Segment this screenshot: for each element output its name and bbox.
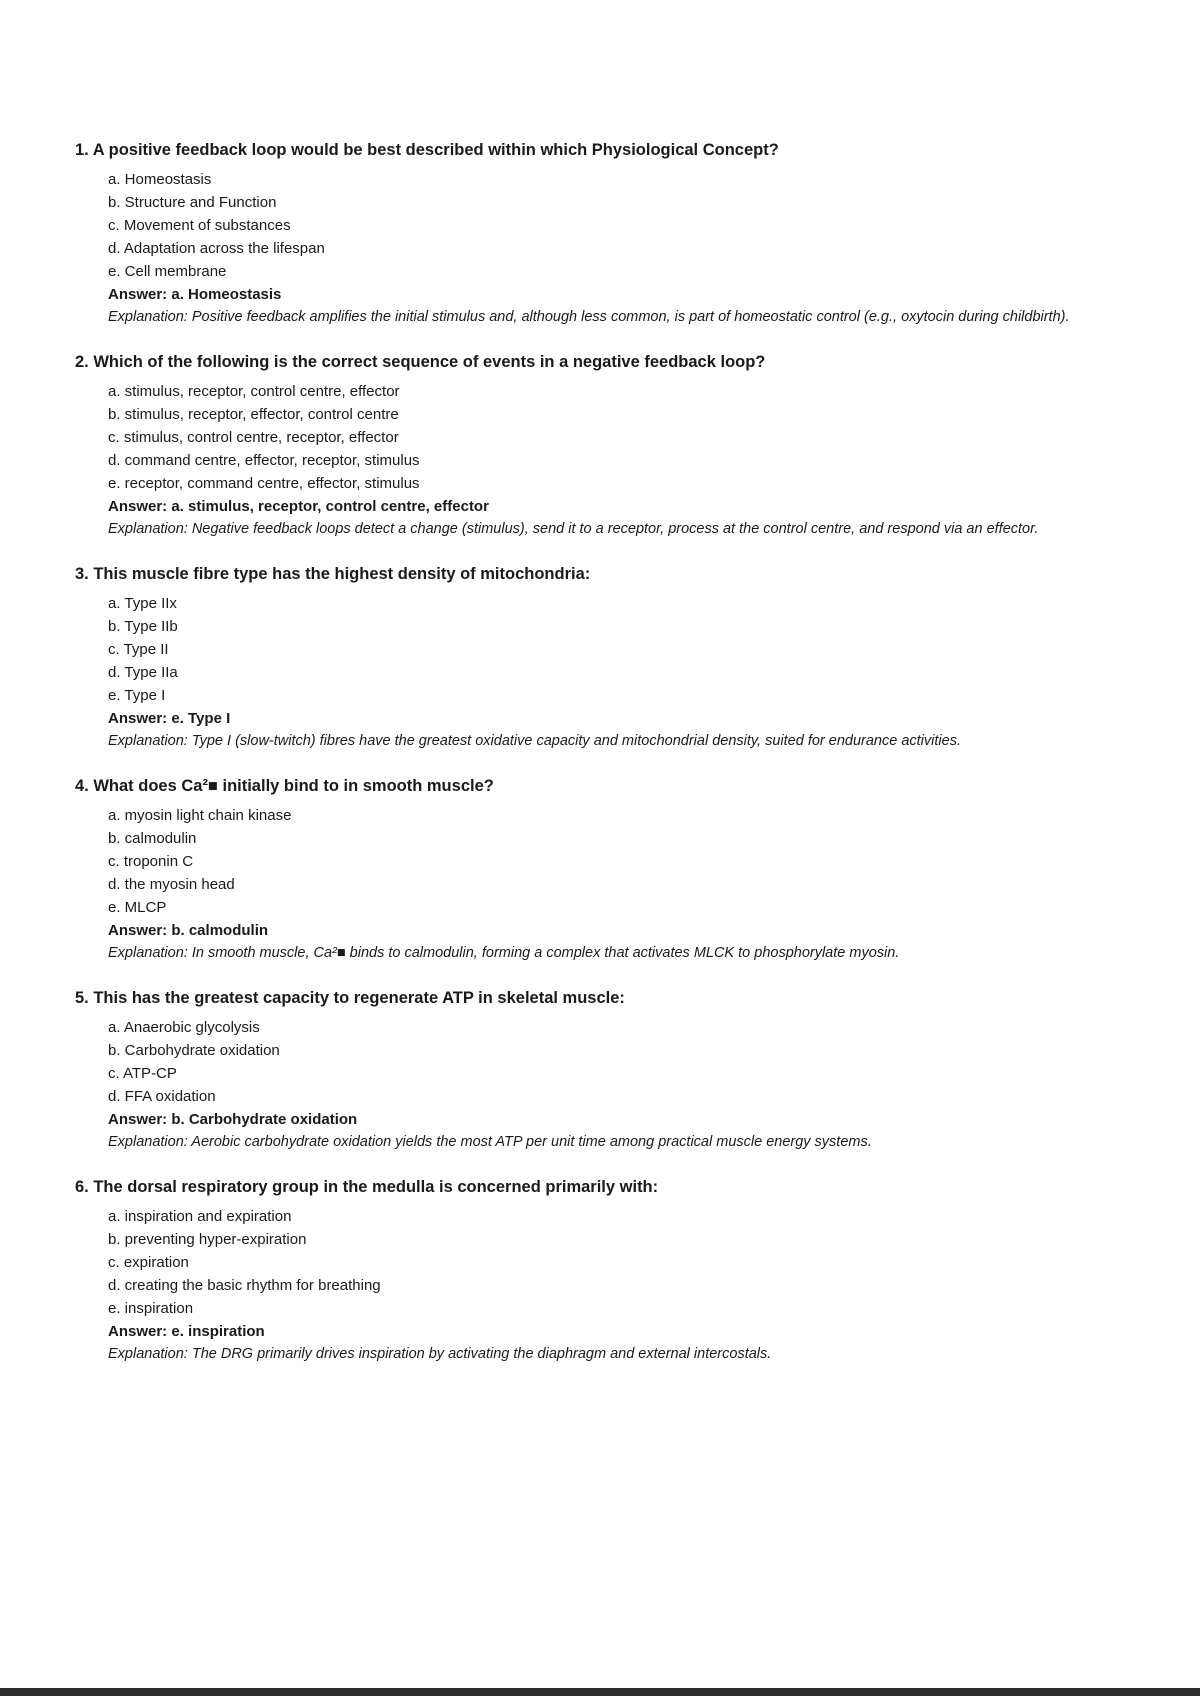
answer-option: e. inspiration	[108, 1300, 194, 1317]
answer-line: Answer: e. inspiration	[108, 1323, 265, 1340]
explanation-line: Explanation: In smooth muscle, Ca²■ binds to calmodulin, forming a complex that activates MLCK to phosphorylate myosin.	[108, 945, 900, 961]
question-title: 1. A positive feedback loop would be best described within which Physiological Concept?	[75, 141, 779, 159]
answer-option: a. stimulus, receptor, control centre, effector	[108, 383, 400, 400]
question-title: 2. Which of the following is the correct sequence of events in a negative feedback loop?	[75, 353, 766, 371]
answer-option: d. Type IIa	[108, 664, 178, 681]
answer-option: a. myosin light chain kinase	[108, 807, 292, 824]
question-block-6	[75, 1175, 1200, 1366]
question-block-3	[75, 562, 1200, 753]
answer-option: c. expiration	[108, 1254, 189, 1271]
answer-line: Answer: e. Type I	[108, 710, 231, 727]
answer-option: c. troponin C	[108, 853, 194, 870]
answer-option: b. Type IIb	[108, 618, 178, 635]
page-bottom-edge	[0, 1688, 1200, 1696]
question-block-4	[75, 774, 1200, 965]
answer-option: c. ATP-CP	[108, 1065, 177, 1082]
answer-option: e. MLCP	[108, 899, 167, 916]
answer-option: c. Movement of substances	[108, 217, 291, 234]
answer-option: d. command centre, effector, receptor, stimulus	[108, 452, 420, 469]
answer-option: b. stimulus, receptor, effector, control centre	[108, 406, 399, 423]
answer-option: d. Adaptation across the lifespan	[108, 240, 325, 257]
answer-line: Answer: a. Homeostasis	[108, 286, 282, 303]
answer-option: d. creating the basic rhythm for breathing	[108, 1277, 381, 1294]
answer-option: a. Type IIx	[108, 595, 177, 612]
explanation-line: Explanation: The DRG primarily drives inspiration by activating the diaphragm and external intercostals.	[108, 1346, 772, 1362]
answer-line: Answer: b. Carbohydrate oxidation	[108, 1111, 358, 1128]
answer-line: Answer: a. stimulus, receptor, control centre, effector	[108, 498, 489, 515]
question-title: 5. This has the greatest capacity to regenerate ATP in skeletal muscle:	[75, 989, 625, 1007]
answer-option: a. inspiration and expiration	[108, 1208, 292, 1225]
answer-option: e. Cell membrane	[108, 263, 227, 280]
answer-option: c. Type II	[108, 641, 169, 658]
answer-option: b. preventing hyper-expiration	[108, 1231, 307, 1248]
answer-option: e. Type I	[108, 687, 166, 704]
answer-option: d. the myosin head	[108, 876, 235, 893]
explanation-line: Explanation: Type I (slow-twitch) fibres have the greatest oxidative capacity and mitochondrial density, suited for endurance activities.	[108, 733, 961, 749]
question-block-2	[75, 350, 1200, 541]
question-block-5	[75, 986, 1200, 1154]
question-title: 6. The dorsal respiratory group in the medulla is concerned primarily with:	[75, 1178, 659, 1196]
answer-option: b. Carbohydrate oxidation	[108, 1042, 280, 1059]
answer-option: a. Anaerobic glycolysis	[108, 1019, 260, 1036]
question-block-1	[75, 138, 1200, 329]
question-title: 3. This muscle fibre type has the highest density of mitochondria:	[75, 565, 591, 583]
question-title: 4. What does Ca²■ initially bind to in smooth muscle?	[75, 777, 494, 795]
answer-option: e. receptor, command centre, effector, stimulus	[108, 475, 420, 492]
answer-option: b. calmodulin	[108, 830, 197, 847]
explanation-line: Explanation: Aerobic carbohydrate oxidation yields the most ATP per unit time among practical muscle energy systems.	[108, 1134, 872, 1150]
answer-option: b. Structure and Function	[108, 194, 277, 211]
explanation-line: Explanation: Positive feedback amplifies the initial stimulus and, although less common, is part of homeostatic control (e.g., oxytocin during childbirth).	[108, 309, 1070, 325]
answer-option: a. Homeostasis	[108, 171, 212, 188]
answer-line: Answer: b. calmodulin	[108, 922, 269, 939]
explanation-line: Explanation: Negative feedback loops detect a change (stimulus), send it to a receptor, process at the control centre, and respond via an effector.	[108, 521, 1039, 537]
answer-option: d. FFA oxidation	[108, 1088, 216, 1105]
answer-option: c. stimulus, control centre, receptor, effector	[108, 429, 399, 446]
